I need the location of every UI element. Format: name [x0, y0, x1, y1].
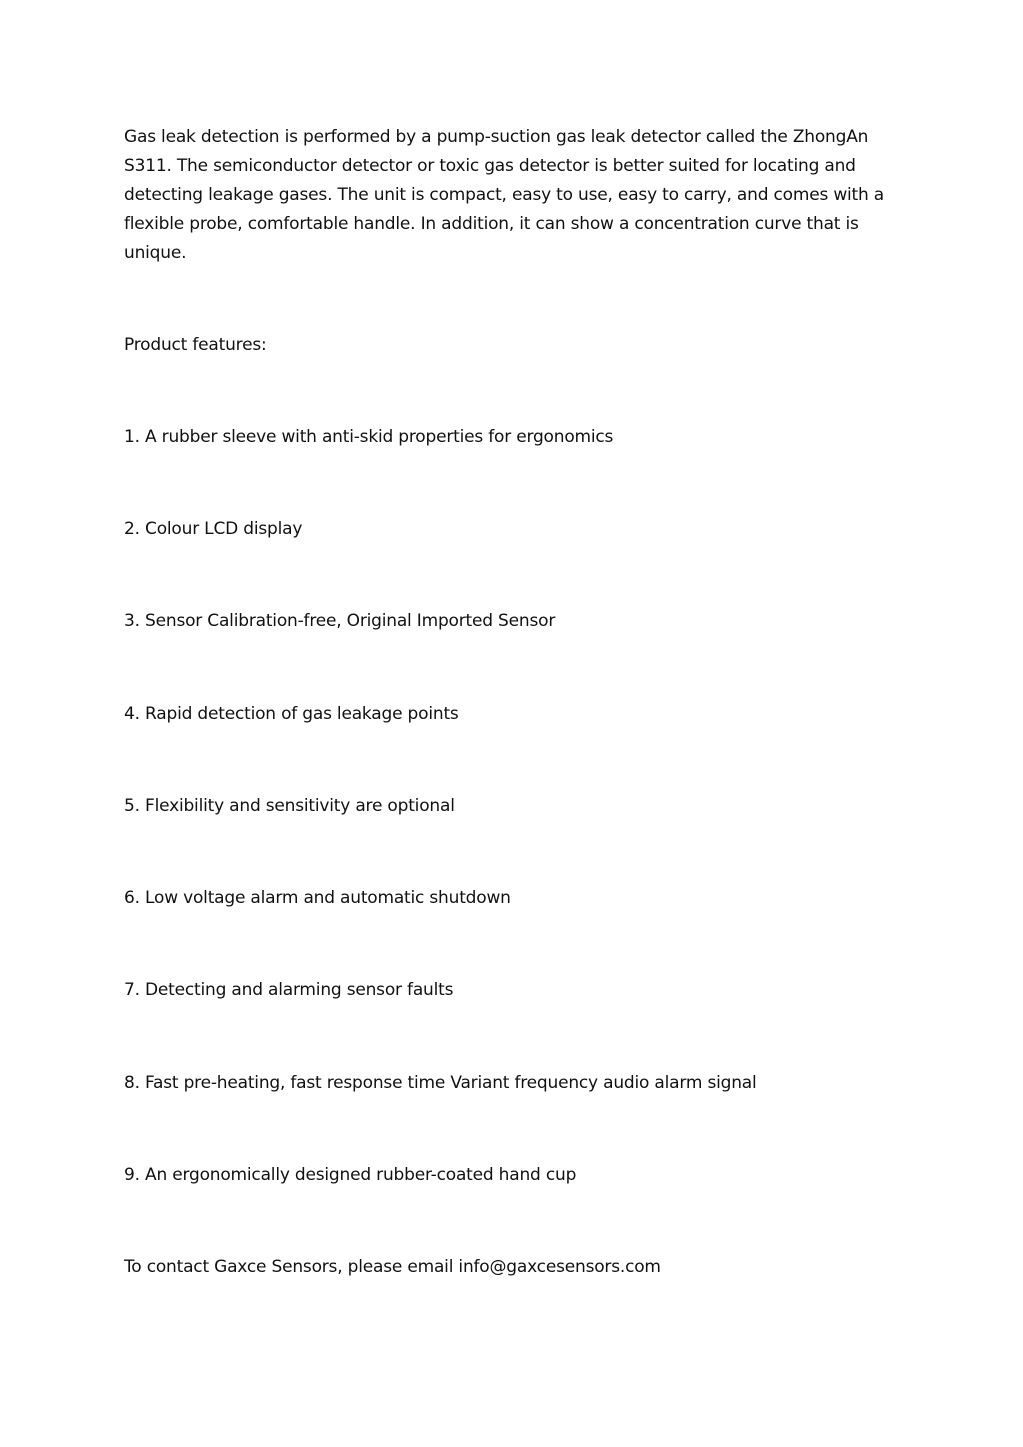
feature-item-7: 7. Detecting and alarming sensor faults — [124, 980, 454, 1000]
features-heading: Product features: — [124, 335, 267, 355]
intro-paragraph: Gas leak detection is performed by a pump-suction gas leak detector called the ZhongAn S311. The semiconductor detector or toxic gas detector is better suited for locating and detecting leakage gases. The unit is compact, easy to use, easy to carry, and comes with a flexible probe, comfortable handle. In addition, it can show a concentration curve that is unique. — [124, 127, 885, 263]
feature-item-1: 1. A rubber sleeve with anti-skid properties for ergonomics — [124, 427, 614, 447]
feature-item-4: 4. Rapid detection of gas leakage points — [124, 704, 459, 724]
feature-item-9: 9. An ergonomically designed rubber-coated hand cup — [124, 1165, 577, 1185]
contact-line: To contact Gaxce Sensors, please email info@gaxcesensors.com — [124, 1257, 661, 1277]
feature-item-6: 6. Low voltage alarm and automatic shutdown — [124, 888, 511, 908]
feature-item-8: 8. Fast pre-heating, fast response time Variant frequency audio alarm signal — [124, 1073, 757, 1093]
feature-item-3: 3. Sensor Calibration-free, Original Imported Sensor — [124, 611, 556, 631]
feature-item-5: 5. Flexibility and sensitivity are optional — [124, 796, 455, 816]
feature-item-2: 2. Colour LCD display — [124, 519, 303, 539]
